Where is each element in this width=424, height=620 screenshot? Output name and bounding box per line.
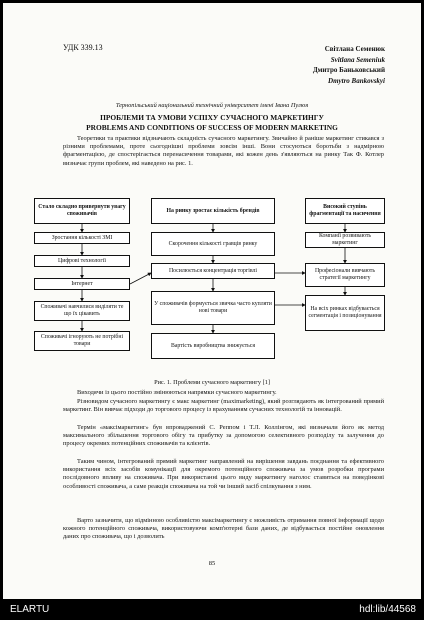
body-paragraph: Виходячи із цього постійно змінюються напрямки сучасного маркетингу. [77,389,277,396]
author-block [313,44,385,86]
diagram-box: У споживачів формується звичка часто купляти нові товари [151,291,275,325]
diagram-box: Вартість виробництва знижується [151,333,275,359]
title-en: PROBLEMS AND CONDITIONS OF SUCCESS OF MODERN MARKETING [86,123,338,132]
diagram-box: Посилюється концентрація торгівлі [151,263,275,279]
diagram-box: Споживачі навчилися виділяти те що їх цікавить [34,301,130,321]
udk-code: УДК 339.13 [63,43,103,52]
diagram-box: Споживачі ігнорують не потрібні товари [34,331,130,351]
author-name: Дмитро Баньковський [312,66,385,74]
diagram-box: Цифрові технології [34,255,130,267]
affiliation: Тернопільський національний технічний університет імені Івана Пулюя [115,102,309,109]
diagram-box: На ринку зростає кількість брендів [151,198,275,224]
body-paragraph: Таким чином, інтегрований прямий маркетинг направлений на вирішення завдань поєднання та ефективного використання всіх засобів комунікації для окремого потенційного споживача за умов розробки програми послідовного впливу на споживача. При використанні цього виду маркетингу наголос ставиться на поведінкові особливості споживача, а саме реакція споживача на той чи інший засіб спілкування з ним. [63,458,384,490]
repository-label: ELARTU [10,604,50,615]
figure-caption: Рис. 1. Проблеми сучасного маркетингу [1] [154,379,270,386]
diagram-box: Стало складно привернути увагу споживачів [34,198,130,224]
diagram-box: Зростання кількості ЗМІ [34,232,130,244]
body-paragraph: Варто зазначити, що відмінною особливістю максімаркетингу є можливість отримання повної інформації щодо кожного потенційного споживача, використовуючи комп'ютерні бази даних, де відбувається постійне оновлення даних про споживача, що і дозволить [63,517,384,541]
footer-bar [0,599,424,620]
diagram-box: Інтернет [34,278,130,290]
page-number: 85 [208,560,216,567]
handle-id: hdl:lib/44568 [359,604,416,615]
diagram-box: Скорочення кількості гравців ринку [151,232,275,256]
diagram-box: На всіх ринках відбувається сегментація і позиціонування [305,295,385,331]
author-name: Dmytro Bankovskyi [328,76,385,85]
article-title [3,113,421,133]
author-name: Світлана Семенюк [324,45,385,53]
diagram-box: Професіонали вивчають стратегії маркетингу [305,263,385,287]
body-paragraph: Різновидом сучасного маркетингу є макс маркетинг (maxіmarketing), який розглядають як інтегрований прямий маркетинг. Він вивчає підходи до торгового процесу із врахуванням сучасних технологій та інновацій. [63,398,384,414]
title-ua: ПРОБЛЕМИ ТА УМОВИ УСПІХУ СУЧАСНОГО МАРКЕТИНГУ [100,113,324,122]
intro-paragraph: Теоретики та практики відзначають складність сучасного маркетингу. Звичайно й раніше маркетинг стикався з різними проблемами, проте сьогоднішні проблеми зовсім інші. Вони стосуються боротьби з надмірною фрагментацією, де спостерігається перенасичення товарами, які кожен день з'являються на ринку Так Ф. Котлер визначає групи проблем, які наведено на рис. 1. [63,135,384,167]
diagram-box: Високий ступінь фрагментації та насичення [305,198,385,224]
body-paragraph: Термін «максімаркетинг» був впроваджений С. Реппом і Т.Л. Коллінгом, які визначали його як метод максимального збільшення торгового обігу та прибутку за допомогою селективного розподілу та залучення до процесу окремих потенційних споживачів та клієнтів. [63,424,384,448]
diagram-box: Компанії розвивають маркетинг [305,232,385,248]
author-name: Svitlana Semeniuk [330,55,385,64]
document-page [3,3,421,599]
